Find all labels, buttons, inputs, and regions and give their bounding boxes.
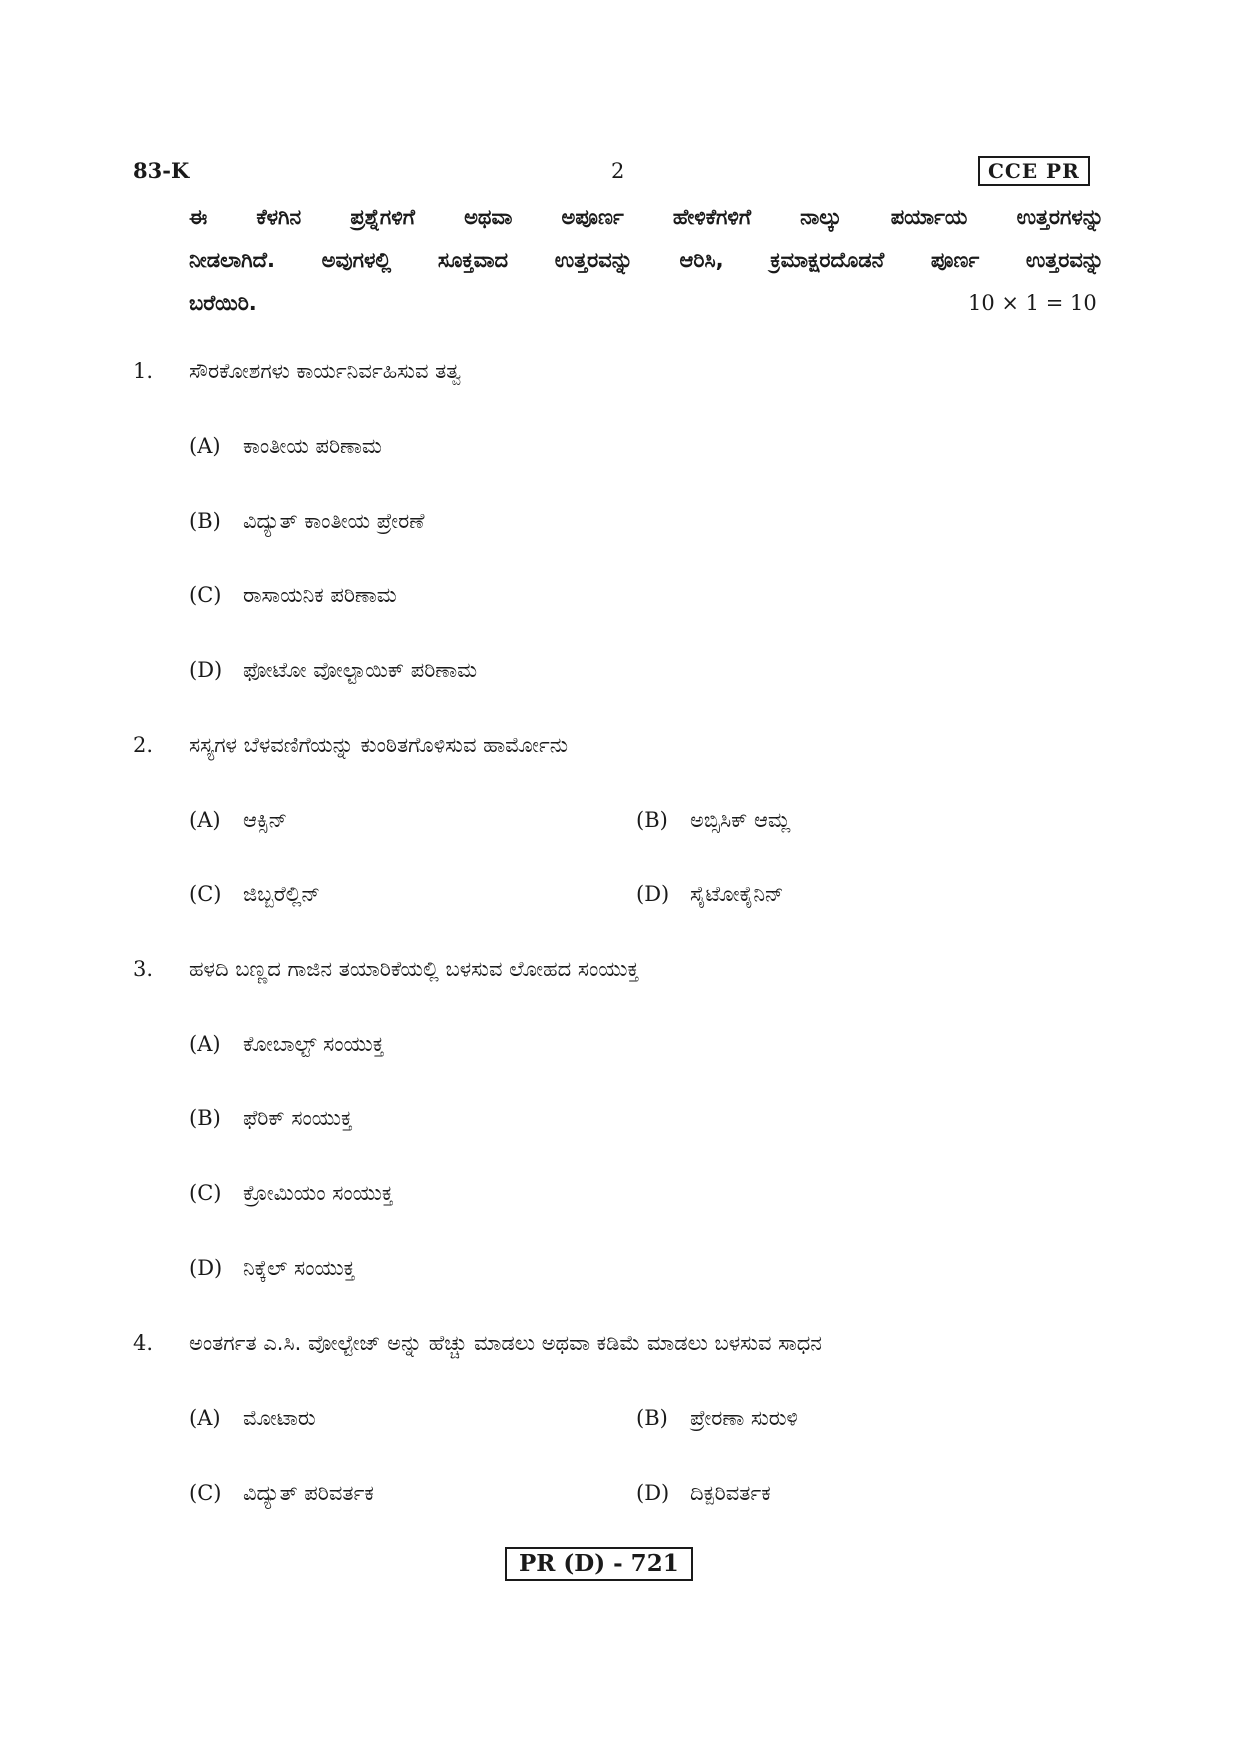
option-text: ಕಾಂತೀಯ ಪರಿಣಾಮ <box>243 434 382 458</box>
instruction-line-3: ಬರೆಯಿರಿ. <box>189 291 257 315</box>
option-label: (A) <box>189 1406 221 1430</box>
page-number: 2 <box>611 159 625 183</box>
option-text: ಫೆರಿಕ್ ಸಂಯುಕ್ತ <box>243 1106 353 1130</box>
option-text: ಆಕ್ಸಿನ್ <box>243 808 288 832</box>
option-text: ಕ್ರೋಮಿಯಂ ಸಂಯುಕ್ತ <box>243 1181 394 1205</box>
option-label: (C) <box>189 1481 222 1505</box>
question-text: ಸೌರಕೋಶಗಳು ಕಾರ್ಯನಿರ್ವಹಿಸುವ ತತ್ವ <box>189 359 462 383</box>
option-label: (A) <box>189 1032 221 1056</box>
option-label: (A) <box>189 434 221 458</box>
option-label: (C) <box>189 1181 222 1205</box>
option-text: ಅಬ್ಸಿಸಿಕ್ ಆಮ್ಲ <box>690 808 791 832</box>
marks-scheme: 10 × 1 = 10 <box>968 291 1097 315</box>
option-label: (B) <box>189 509 221 533</box>
question-text: ಹಳದಿ ಬಣ್ಣದ ಗಾಜಿನ ತಯಾರಿಕೆಯಲ್ಲಿ ಬಳಸುವ ಲೋಹದ ಸಂಯುಕ್ತ <box>189 957 639 981</box>
option-label: (B) <box>636 1406 668 1430</box>
option-text: ಮೋಟಾರು <box>243 1406 316 1430</box>
question-text: ಸಸ್ಯಗಳ ಬೆಳವಣಿಗೆಯನ್ನು ಕುಂಠಿತಗೊಳಿಸುವ ಹಾರ್ಮೋನು <box>189 733 569 757</box>
option-text: ನಿಕ್ಕೆಲ್ ಸಂಯುಕ್ತ <box>243 1256 355 1280</box>
option-text: ಫೋಟೋ ವೋಲ್ಟಾಯಿಕ್ ಪರಿಣಾಮ <box>243 658 478 682</box>
option-text: ರಾಸಾಯನಿಕ ಪರಿಣಾಮ <box>243 583 397 607</box>
option-text: ವಿದ್ಯುತ್ ಪರಿವರ್ತಕ <box>243 1481 374 1505</box>
option-text: ಜಿಬ್ಬರೆಲ್ಲಿನ್ <box>243 882 321 906</box>
option-text: ದಿಕ್ಪರಿವರ್ತಕ <box>690 1481 771 1505</box>
option-label: (D) <box>189 1256 223 1280</box>
option-text: ಸೈಟೋಕೈನಿನ್ <box>690 882 784 906</box>
option-label: (B) <box>189 1106 221 1130</box>
footer-code: PR (D) - 721 <box>505 1547 693 1581</box>
option-label: (C) <box>189 882 222 906</box>
option-text: ವಿದ್ಯುತ್ ಕಾಂತೀಯ ಪ್ರೇರಣೆ <box>243 509 425 533</box>
question-number: 4. <box>133 1331 154 1355</box>
question-number: 1. <box>133 359 154 383</box>
option-label: (B) <box>636 808 668 832</box>
option-label: (D) <box>189 658 223 682</box>
series-badge: CCE PR <box>978 156 1090 186</box>
question-text: ಅಂತರ್ಗತ ಎ.ಸಿ. ವೋಲ್ಟೇಜ್ ಅನ್ನು ಹೆಚ್ಚು ಮಾಡಲು ಅಥವಾ ಕಡಿಮೆ ಮಾಡಲು ಬಳಸುವ ಸಾಧನ <box>189 1331 822 1355</box>
paper-code: 83-K <box>133 158 190 183</box>
question-number: 2. <box>133 733 154 757</box>
option-label: (A) <box>189 808 221 832</box>
option-label: (D) <box>636 882 670 906</box>
option-text: ಕೋಬಾಲ್ಟ್ ಸಂಯುಕ್ತ <box>243 1032 384 1056</box>
option-label: (D) <box>636 1481 670 1505</box>
instruction-line-2: ನೀಡಲಾಗಿದೆ. ಅವುಗಳಲ್ಲಿ ಸೂಕ್ತವಾದ ಉತ್ತರವನ್ನು ಆರಿಸಿ, ಕ್ರಮಾಕ್ಷರದೊಡನೆ ಪೂರ್ಣ ಉತ್ತರವನ್ನು <box>189 248 1104 272</box>
instruction-line-1: ಈ ಕೆಳಗಿನ ಪ್ರಶ್ನೆಗಳಿಗೆ ಅಥವಾ ಅಪೂರ್ಣ ಹೇಳಿಕೆಗಳಿಗೆ ನಾಲ್ಕು ಪರ್ಯಾಯ ಉತ್ತರಗಳನ್ನು <box>189 205 1104 229</box>
question-number: 3. <box>133 957 154 981</box>
option-text: ಪ್ರೇರಣಾ ಸುರುಳಿ <box>690 1406 798 1430</box>
option-label: (C) <box>189 583 222 607</box>
